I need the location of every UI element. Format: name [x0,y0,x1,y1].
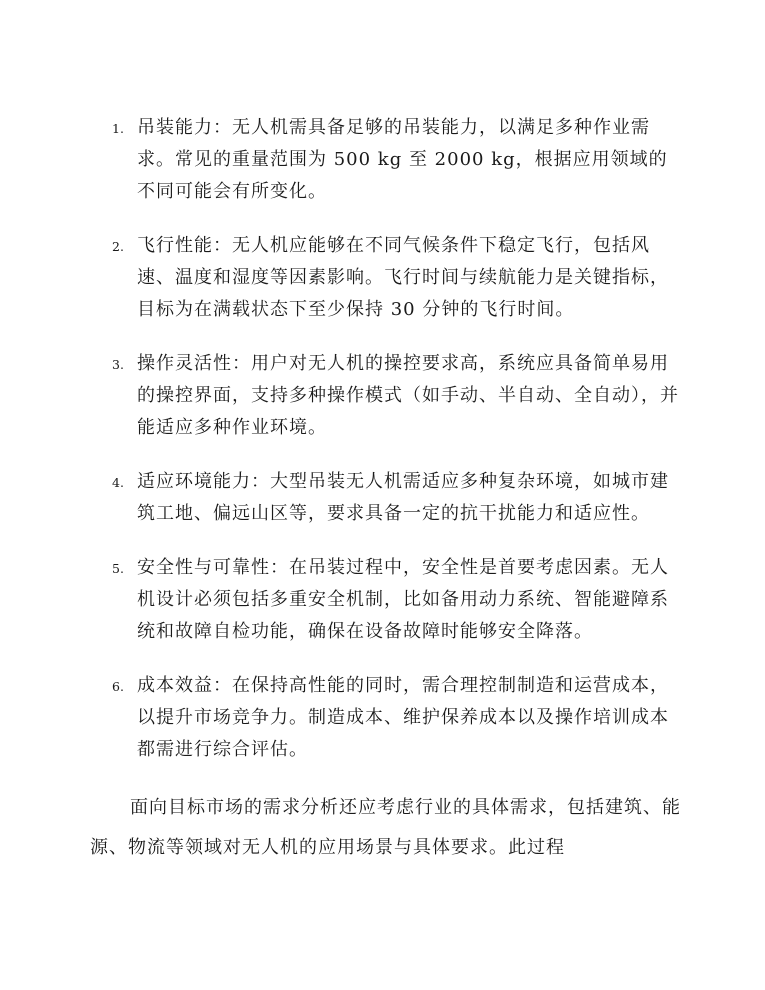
list-item [112,348,682,444]
list-item [112,230,682,326]
list-item [112,112,682,208]
list-item-number: 1. [112,121,124,136]
list-item-number: 4. [112,475,124,490]
list-item-text: 成本效益：在保持高性能的同时，需合理控制制造和运营成本，以提升市场竞争力。制造成本、维护保养成本以及操作培训成本都需进行综合评估。 [137,675,669,760]
list-item-text: 安全性与可靠性：在吊装过程中，安全性是首要考虑因素。无人机设计必须包括多重安全机制，比如备用动力系统、智能避障系统和故障自检功能，确保在设备故障时能够安全降落。 [137,557,669,642]
list-item-text: 操作灵活性：用户对无人机的操控要求高，系统应具备简单易用的操控界面，支持多种操作模式（如手动、半自动、全自动），并能适应多种作业环境。 [137,353,679,438]
list-item [112,670,682,766]
list-item-number: 5. [112,561,124,576]
list-item-number: 3. [112,357,124,372]
body-paragraph: 面向目标市场的需求分析还应考虑行业的具体需求，包括建筑、能源、物流等领域对无人机的应用场景与具体要求。此过程 [90,797,681,858]
requirements-list [112,112,682,788]
list-item-text: 适应环境能力：大型吊装无人机需适应多种复杂环境，如城市建筑工地、偏远山区等，要求具备一定的抗干扰能力和适应性。 [137,471,669,524]
list-item-number: 2. [112,239,124,254]
list-item-text: 飞行性能：无人机应能够在不同气候条件下稳定飞行，包括风速、温度和湿度等因素影响。飞行时间与续航能力是关键指标，目标为在满载状态下至少保持 30 分钟的飞行时间。 [137,235,669,320]
list-item-number: 6. [112,679,124,694]
list-item-text: 吊装能力：无人机需具备足够的吊装能力，以满足多种作业需求。常见的重量范围为 500 kg 至 2000 kg，根据应用领域的不同可能会有所变化。 [137,117,668,202]
list-item [112,552,682,648]
list-item [112,466,682,530]
